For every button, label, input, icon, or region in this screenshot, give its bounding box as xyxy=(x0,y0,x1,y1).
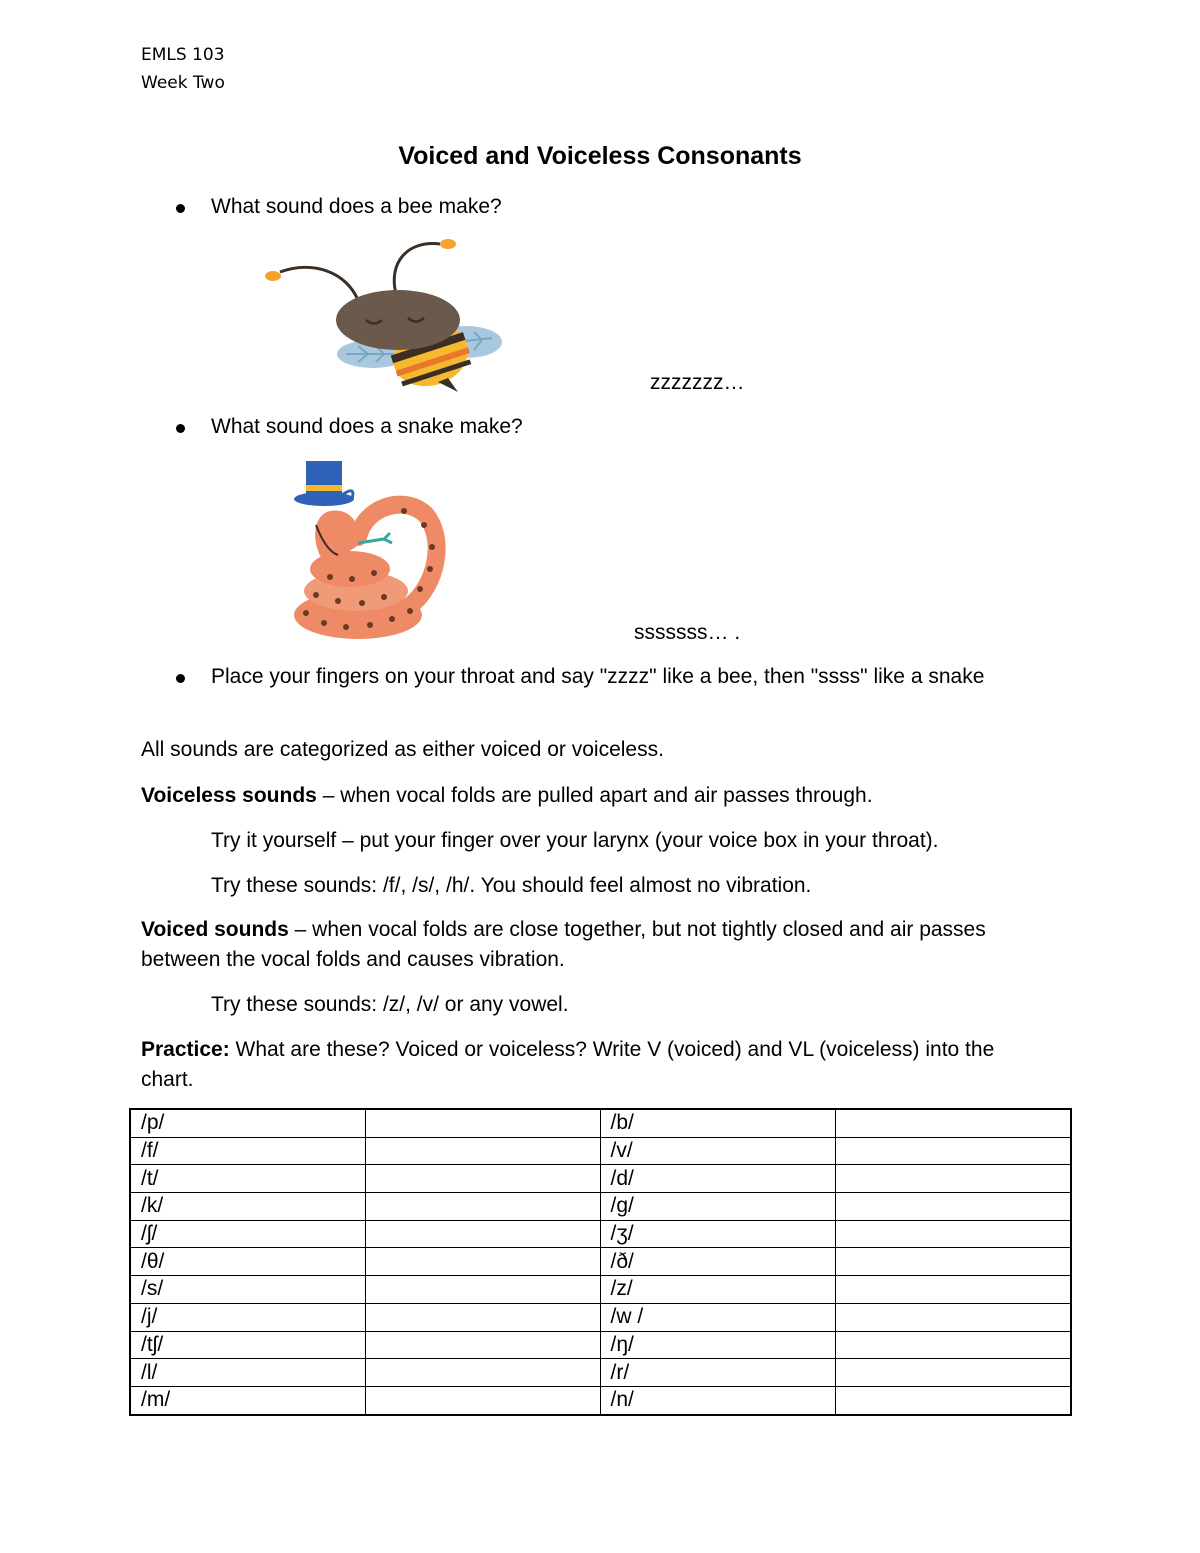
chart-sound-cell-left: /θ/ xyxy=(130,1248,365,1276)
chart-sound-cell-right: /ʒ/ xyxy=(600,1220,835,1248)
chart-answer-cell-right[interactable] xyxy=(835,1359,1071,1387)
bee-illustration xyxy=(258,232,508,394)
practice-chart-body xyxy=(130,1109,1071,1415)
bee-sound-text: zzzzzzz… xyxy=(650,371,745,394)
bee-question-text: What sound does a bee make? xyxy=(211,195,502,218)
chart-sound-cell-left: /f/ xyxy=(130,1137,365,1165)
voiced-definition xyxy=(141,915,1031,975)
voiceless-term: Voiceless sounds xyxy=(141,784,317,807)
chart-sound-cell-left: /m/ xyxy=(130,1386,365,1414)
chart-row xyxy=(130,1165,1071,1193)
chart-sound-cell-left: /s/ xyxy=(130,1276,365,1304)
chart-answer-cell-left[interactable] xyxy=(365,1276,600,1304)
practice-text: What are these? Voiced or voiceless? Write V (voiced) and VL (voiceless) into the chart. xyxy=(141,1038,995,1091)
voiced-term: Voiced sounds xyxy=(141,918,289,941)
chart-answer-cell-left[interactable] xyxy=(365,1331,600,1359)
snake-sound-text: sssssss… . xyxy=(634,621,741,644)
chart-sound-cell-right: /ð/ xyxy=(600,1248,835,1276)
chart-answer-cell-left[interactable] xyxy=(365,1248,600,1276)
chart-row xyxy=(130,1248,1071,1276)
throat-instruction-item xyxy=(172,663,1052,723)
bee-antenna-right xyxy=(394,244,440,294)
chart-answer-cell-right[interactable] xyxy=(835,1220,1071,1248)
snake-illustration xyxy=(286,455,446,645)
throat-instruction-text: Place your fingers on your throat and say "zzzz" like a bee, then "ssss" like a snake xyxy=(211,665,985,688)
course-code: EMLS 103 xyxy=(141,45,225,65)
voiceless-definition xyxy=(141,781,1041,811)
chart-answer-cell-right[interactable] xyxy=(835,1276,1071,1304)
chart-row xyxy=(130,1359,1071,1387)
chart-sound-cell-right: /g/ xyxy=(600,1193,835,1221)
chart-answer-cell-right[interactable] xyxy=(835,1137,1071,1165)
chart-row xyxy=(130,1193,1071,1221)
chart-answer-cell-left[interactable] xyxy=(365,1220,600,1248)
bee-antenna-tip-right xyxy=(440,239,456,249)
chart-answer-cell-right[interactable] xyxy=(835,1386,1071,1414)
chart-answer-cell-left[interactable] xyxy=(365,1137,600,1165)
bee-head xyxy=(336,290,460,350)
intro-paragraph: All sounds are categorized as either voiced or voiceless. xyxy=(141,738,664,761)
chart-row xyxy=(130,1137,1071,1165)
chart-row xyxy=(130,1331,1071,1359)
week-label: Week Two xyxy=(141,73,225,93)
bullet-dot xyxy=(176,424,185,433)
snake-hat xyxy=(306,461,342,497)
chart-answer-cell-right[interactable] xyxy=(835,1193,1071,1221)
chart-row xyxy=(130,1220,1071,1248)
chart-row xyxy=(130,1303,1071,1331)
chart-sound-cell-left: /k/ xyxy=(130,1193,365,1221)
chart-row xyxy=(130,1386,1071,1414)
chart-sound-cell-right: /b/ xyxy=(600,1109,835,1137)
chart-answer-cell-left[interactable] xyxy=(365,1193,600,1221)
voiced-try-sounds: Try these sounds: /z/, /v/ or any vowel. xyxy=(211,993,569,1016)
bullet-dot xyxy=(176,674,185,683)
chart-sound-cell-left: /l/ xyxy=(130,1359,365,1387)
chart-answer-cell-left[interactable] xyxy=(365,1386,600,1414)
practice-instructions xyxy=(141,1035,1041,1095)
page-title: Voiced and Voiceless Consonants xyxy=(398,142,802,170)
chart-answer-cell-right[interactable] xyxy=(835,1303,1071,1331)
chart-sound-cell-left: /p/ xyxy=(130,1109,365,1137)
chart-answer-cell-left[interactable] xyxy=(365,1109,600,1137)
chart-sound-cell-left: /t/ xyxy=(130,1165,365,1193)
chart-sound-cell-left: /ʃ/ xyxy=(130,1220,365,1248)
practice-chart xyxy=(129,1108,1072,1416)
chart-sound-cell-right: /d/ xyxy=(600,1165,835,1193)
voiceless-try-sounds: Try these sounds: /f/, /s/, /h/. You should feel almost no vibration. xyxy=(211,874,812,897)
chart-answer-cell-right[interactable] xyxy=(835,1109,1071,1137)
voiceless-try-it: Try it yourself – put your finger over your larynx (your voice box in your throat). xyxy=(211,829,939,852)
chart-answer-cell-left[interactable] xyxy=(365,1165,600,1193)
chart-sound-cell-right: /z/ xyxy=(600,1276,835,1304)
chart-sound-cell-right: /w / xyxy=(600,1303,835,1331)
chart-sound-cell-right: /n/ xyxy=(600,1386,835,1414)
chart-sound-cell-left: /j/ xyxy=(130,1303,365,1331)
chart-answer-cell-left[interactable] xyxy=(365,1303,600,1331)
chart-answer-cell-left[interactable] xyxy=(365,1359,600,1387)
chart-sound-cell-right: /r/ xyxy=(600,1359,835,1387)
chart-row xyxy=(130,1276,1071,1304)
snake-question-text: What sound does a snake make? xyxy=(211,415,523,438)
practice-term: Practice: xyxy=(141,1038,230,1061)
chart-sound-cell-right: /v/ xyxy=(600,1137,835,1165)
chart-sound-cell-right: /ŋ/ xyxy=(600,1331,835,1359)
voiced-definition-text: – when vocal folds are close together, but not tightly closed and air passes between the vocal folds and causes vibration. xyxy=(141,918,986,971)
bee-antenna-left xyxy=(280,267,358,300)
chart-answer-cell-right[interactable] xyxy=(835,1165,1071,1193)
chart-answer-cell-right[interactable] xyxy=(835,1331,1071,1359)
chart-answer-cell-right[interactable] xyxy=(835,1248,1071,1276)
bullet-dot xyxy=(176,204,185,213)
chart-row xyxy=(130,1109,1071,1137)
voiceless-definition-text: – when vocal folds are pulled apart and air passes through. xyxy=(316,784,873,807)
chart-sound-cell-left: /tʃ/ xyxy=(130,1331,365,1359)
bee-antenna-tip-left xyxy=(265,271,281,281)
